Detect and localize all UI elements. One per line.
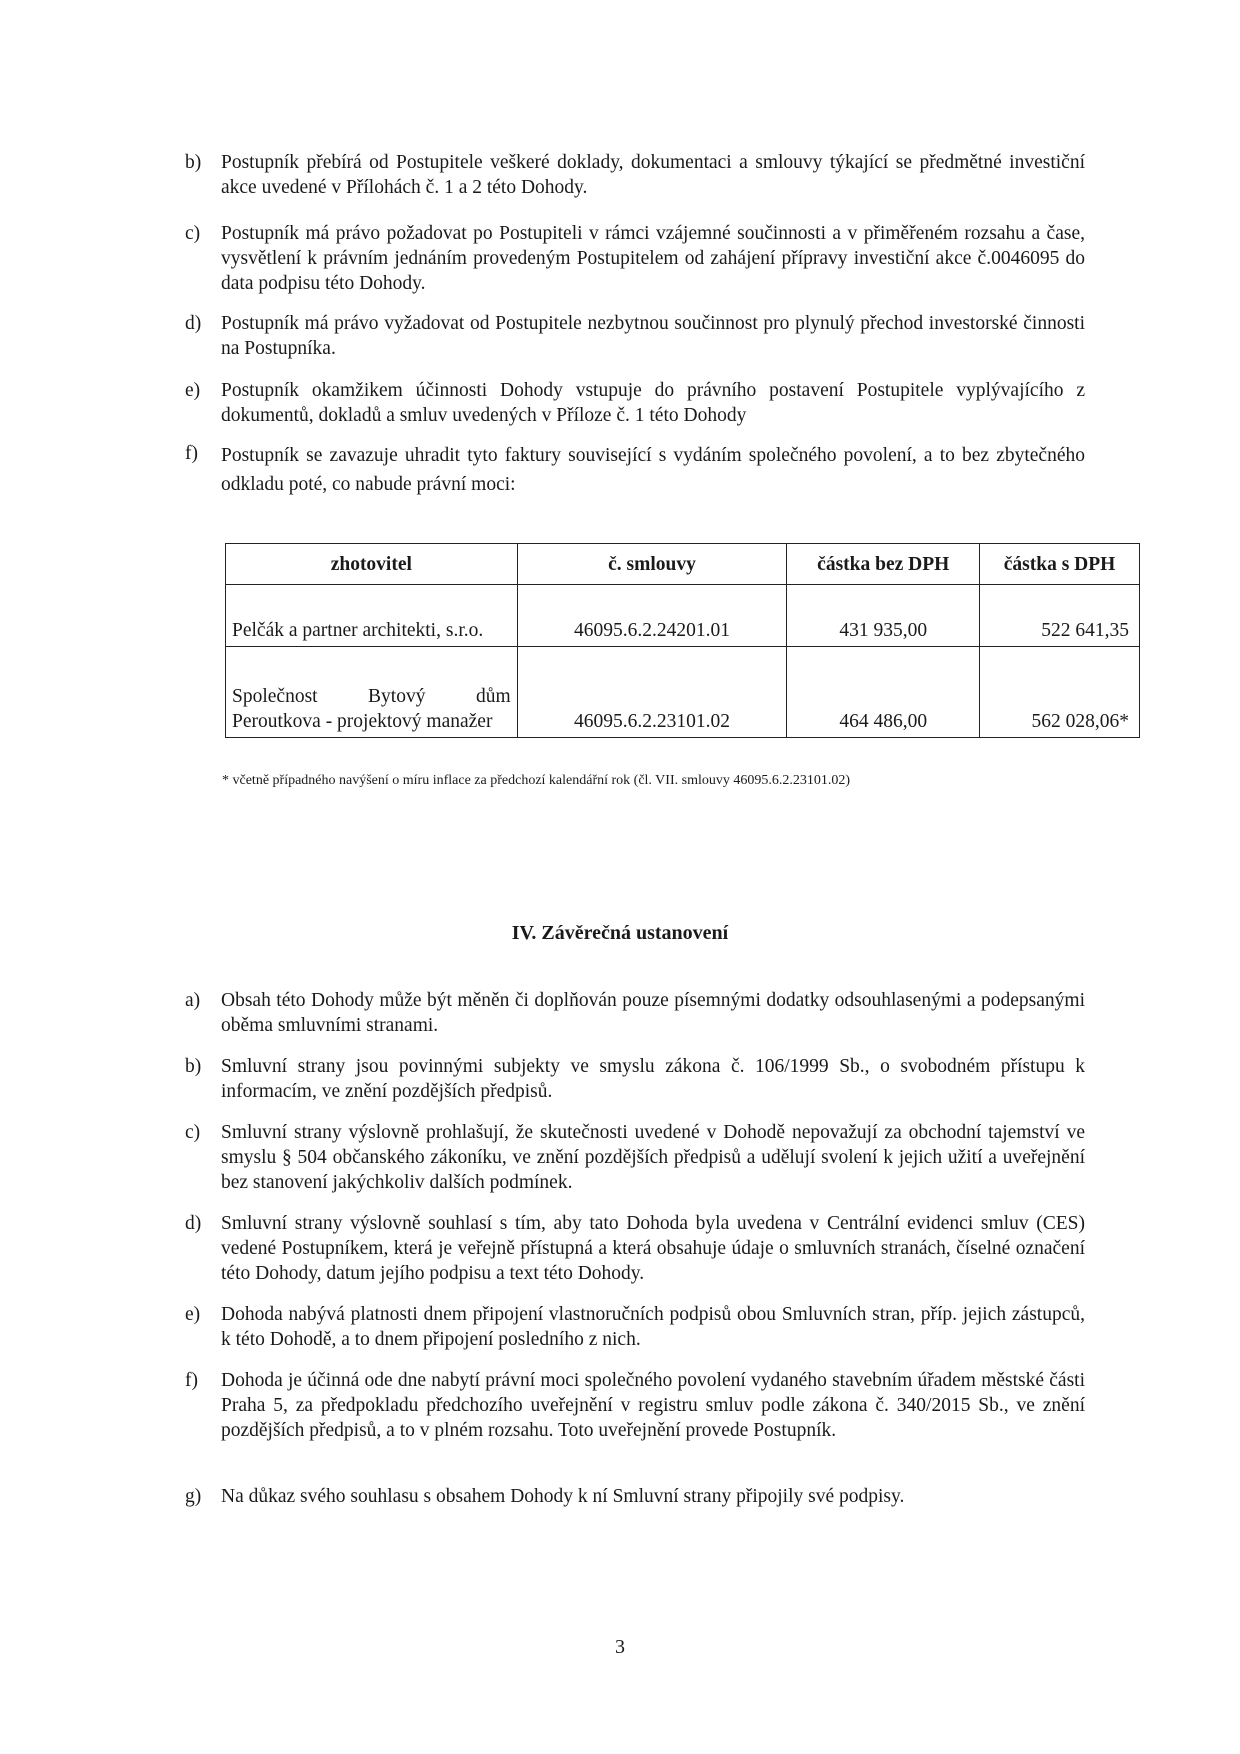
header-amount-no-vat: částka bez DPH bbox=[787, 544, 980, 585]
cell-contract-no: 46095.6.2.23101.02 bbox=[517, 647, 787, 738]
section-item-g bbox=[185, 1484, 1085, 1509]
list-item-f bbox=[185, 441, 1085, 499]
cell-contract-no: 46095.6.2.24201.01 bbox=[517, 585, 787, 647]
section-item-d bbox=[185, 1211, 1085, 1286]
table-header-row bbox=[226, 544, 1140, 585]
list-marker: e) bbox=[185, 1304, 201, 1325]
list-marker: b) bbox=[185, 152, 202, 173]
header-amount-vat: částka s DPH bbox=[980, 544, 1140, 585]
list-item-text: Na důkaz svého souhlasu s obsahem Dohody k ní Smluvní strany připojily své podpisy. bbox=[221, 1486, 905, 1507]
section-heading: IV. Závěrečná ustanovení bbox=[511, 922, 729, 944]
section-item-e bbox=[185, 1302, 1085, 1352]
table-row bbox=[226, 585, 1140, 647]
list-marker: g) bbox=[185, 1486, 202, 1507]
table-footnote: * včetně případného navýšení o míru inflace za předchozí kalendářní rok (čl. VII. smlouvy 46095.6.2.23101.02) bbox=[222, 773, 851, 788]
list-item-e bbox=[185, 378, 1085, 428]
list-item-text: Smluvní strany výslovně souhlasí s tím, aby tato Dohoda byla uvedena v Centrální evidenci smluv (CES) vedené Postupníkem, která je veřejně přístupná a která obsahuje údaje o smluvních stranách, číselné označení této Dohody, datum jejího podpisu a text této Dohody. bbox=[221, 1213, 1085, 1284]
list-item-text: Dohoda je účinná ode dne nabytí právní moci společného povolení vydaného stavebním úřadem městské části Praha 5, za předpokladu předchozího uveřejnění v registru smluv podle zákona č. 340/2015 Sb., ve znění pozdějších předpisů, a to v plném rozsahu. Toto uveřejnění provede Postupník. bbox=[221, 1370, 1085, 1441]
invoice-table bbox=[225, 543, 1140, 738]
section-item-b bbox=[185, 1054, 1085, 1104]
list-marker: d) bbox=[185, 313, 202, 334]
cell-contractor: Společnost Bytový dům Peroutkova - projektový manažer bbox=[226, 647, 518, 738]
list-marker: b) bbox=[185, 1056, 202, 1077]
list-item-text: Postupník okamžikem účinnosti Dohody vstupuje do právního postavení Postupitele vyplývajícího z dokumentů, dokladů a smluv uvedených v Příloze č. 1 této Dohody bbox=[221, 380, 1085, 426]
list-item-text: Smluvní strany jsou povinnými subjekty ve smyslu zákona č. 106/1999 Sb., o svobodném přístupu k informacím, ve znění pozdějších předpisů. bbox=[221, 1056, 1085, 1102]
section-item-a bbox=[185, 988, 1085, 1038]
list-item-d bbox=[185, 311, 1085, 361]
list-marker: f) bbox=[185, 443, 198, 464]
list-marker: e) bbox=[185, 380, 201, 401]
list-item-text: Postupník přebírá od Postupitele veškeré doklady, dokumentaci a smlouvy týkající se předmětné investiční akce uvedené v Přílohách č. 1 a 2 této Dohody. bbox=[221, 152, 1085, 198]
list-item-b bbox=[185, 150, 1085, 200]
table-row bbox=[226, 647, 1140, 738]
list-item-text: Postupník se zavazuje uhradit tyto faktury související s vydáním společného povolení, a to bez zbytečného odkladu poté, co nabude právní moci: bbox=[221, 445, 1085, 495]
header-contract-no: č. smlouvy bbox=[517, 544, 787, 585]
list-item-text: Postupník má právo požadovat po Postupiteli v rámci vzájemné součinnosti a v přiměřeném rozsahu a čase, vysvětlení k právním jednáním provedeným Postupitelem od zahájení přípravy investiční akce č.0046095 do data podpisu této Dohody. bbox=[221, 223, 1085, 294]
list-marker: c) bbox=[185, 1122, 201, 1143]
list-marker: c) bbox=[185, 223, 201, 244]
list-item-text: Obsah této Dohody může být měněn či doplňován pouze písemnými dodatky odsouhlasenými a podepsanými oběma smluvními stranami. bbox=[221, 990, 1085, 1036]
cell-contractor: Pelčák a partner architekti, s.r.o. bbox=[226, 585, 518, 647]
list-marker: d) bbox=[185, 1213, 202, 1234]
list-item-c bbox=[185, 221, 1085, 296]
list-item-text: Dohoda nabývá platnosti dnem připojení vlastnoručních podpisů obou Smluvních stran, příp. jejich zástupců, k této Dohodě, a to dnem připojení posledního z nich. bbox=[221, 1304, 1085, 1350]
cell-amount-no-vat: 464 486,00 bbox=[787, 647, 980, 738]
list-marker: f) bbox=[185, 1370, 198, 1391]
list-item-text: Smluvní strany výslovně prohlašují, že skutečnosti uvedené v Dohodě nepovažují za obchodní tajemství ve smyslu § 504 občanského zákoníku, ve znění pozdějších předpisů a udělují svolení k jejich užití a uveřejnění bez stanovení jakýchkoliv dalších podmínek. bbox=[221, 1122, 1085, 1193]
cell-amount-vat: 522 641,35 bbox=[980, 585, 1140, 647]
section-item-c bbox=[185, 1120, 1085, 1195]
page-number: 3 bbox=[615, 1636, 625, 1658]
list-item-text: Postupník má právo vyžadovat od Postupitele nezbytnou součinnost pro plynulý přechod investorské činnosti na Postupníka. bbox=[221, 313, 1085, 359]
header-contractor: zhotovitel bbox=[226, 544, 518, 585]
cell-amount-vat: 562 028,06* bbox=[980, 647, 1140, 738]
section-item-f bbox=[185, 1368, 1085, 1443]
cell-amount-no-vat: 431 935,00 bbox=[787, 585, 980, 647]
list-marker: a) bbox=[185, 990, 201, 1011]
